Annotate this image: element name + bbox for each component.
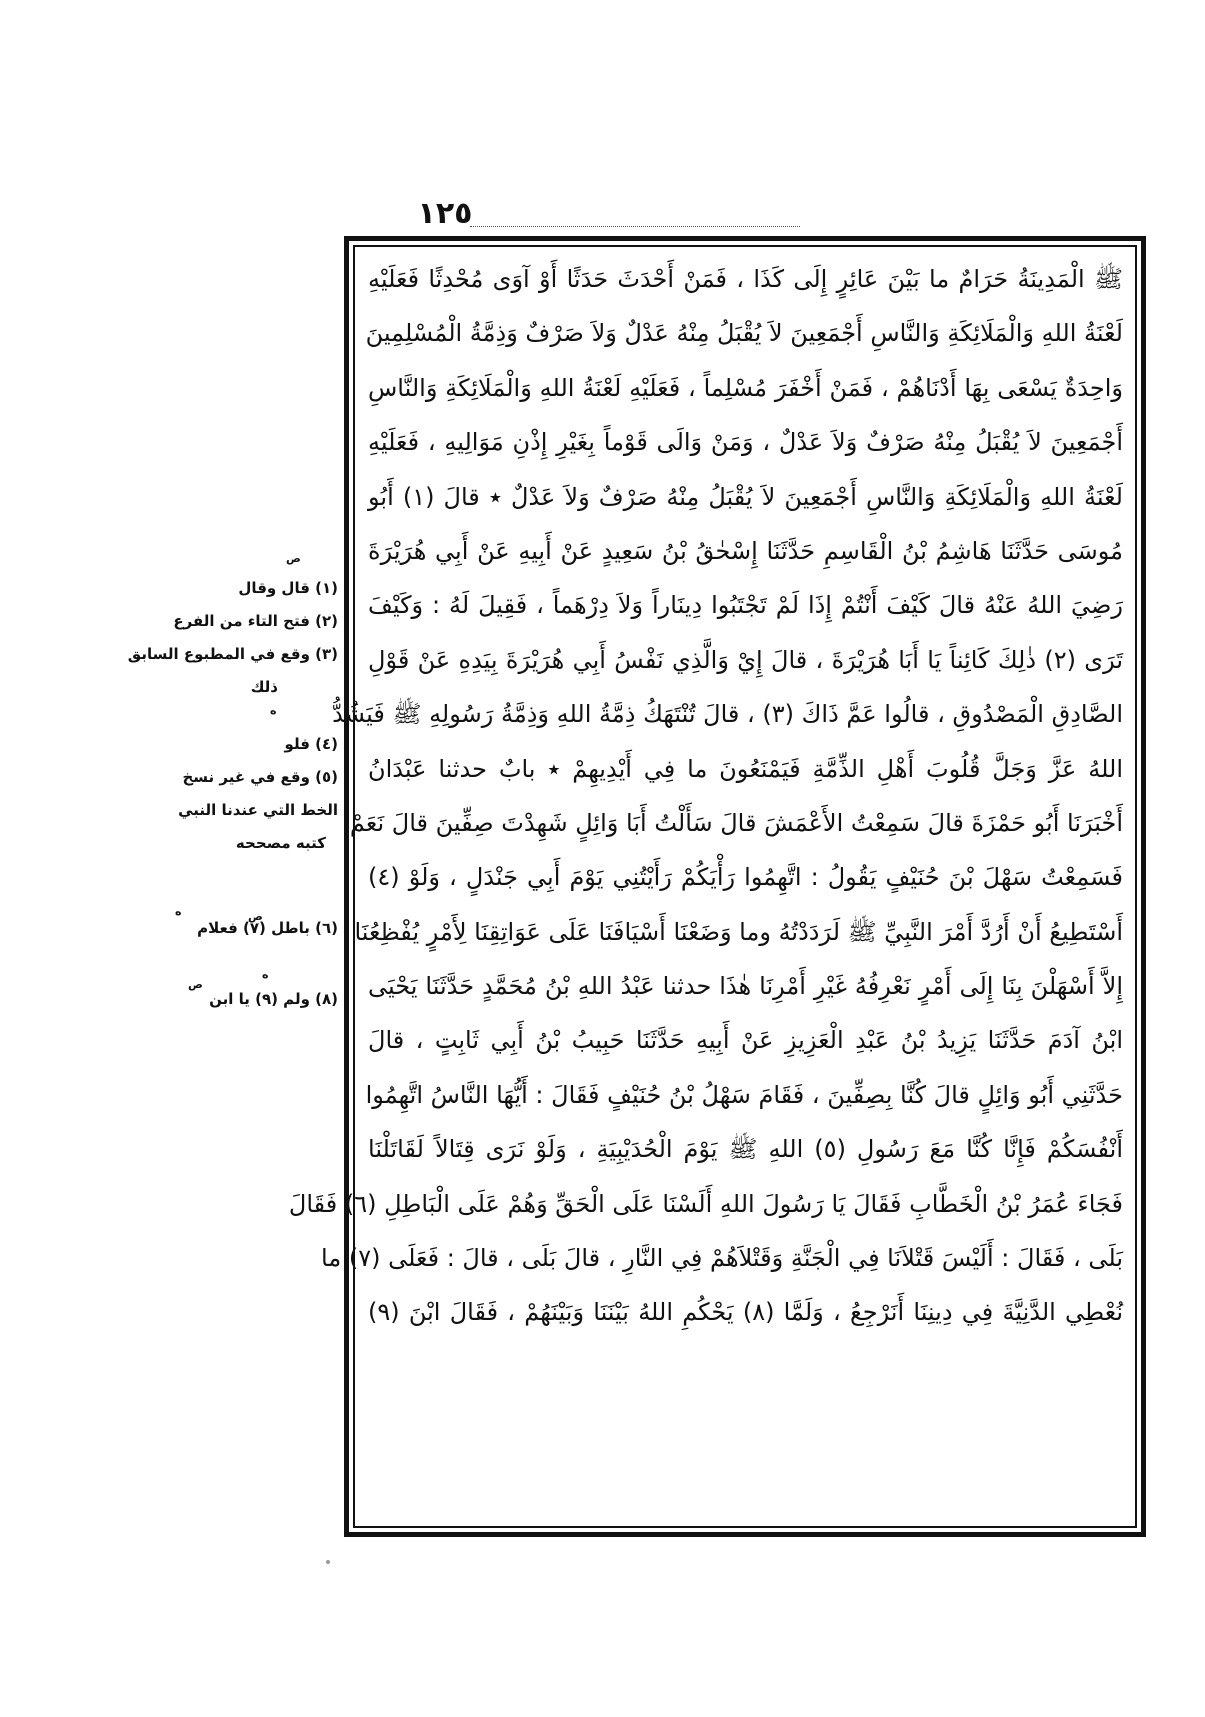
- scan-speck: [326, 1560, 330, 1564]
- text-line: نُعْطِي الدَّنِيَّةَ فِي دِينِنَا أَنَرْجِعُ ، وَلَمَّا (٨) يَحْكُمِ اللهُ بَيْنَنَا وَبَيْنَهُمْ ، فَقَالَ ابْنَ (٩): [368, 1298, 1124, 1327]
- footnote: (٨) ولم (٩) يا ابن: [209, 990, 338, 1008]
- footnote: (٥) وقع في غير نسخ: [182, 768, 338, 786]
- footnote-continuation: ذلك: [250, 678, 278, 696]
- footnotes-column: [127, 572, 338, 1016]
- footnote: (١) قال وقال: [238, 579, 338, 597]
- text-line: الصَّادِقِ الْمَصْدُوقِ ، قالُوا عَمَّ ذَاكَ (٣) ، قالَ تُنْتَهَكُ ذِمَّةُ اللهِ وَذِمَّةُ رَسُولِهِ ﷺ فَيَشُدُّ: [332, 700, 1123, 729]
- text-line: اللهُ عَزَّ وَجَلَّ قُلُوبَ أَهْلِ الذِّمَّةِ فَيَمْنَعُونَ ما فِي أَيْدِيهِمْ ٭ بابٌ حدثنا عَبْدَانُ: [368, 754, 1123, 783]
- text-line: لَعْنَةُ اللهِ وَالْمَلَائِكَةِ وَالنَّاسِ أَجْمَعِينَ لاَ يُقْبَلُ مِنْهُ صَرْفٌ وَلاَ عَدْلٌ ٭ قالَ (١) أَبُو: [368, 482, 1123, 511]
- page-number: ١٢٥: [417, 196, 473, 231]
- text-line: وَاحِدَةٌ يَسْعَى بِهَا أَدْنَاهُمْ ، فَمَنْ أَخْفَرَ مُسْلِماً ، فَعَلَيْهِ لَعْنَةُ اللهِ وَالْمَلَائِكَةِ وَالنَّاسِ: [368, 373, 1123, 402]
- text-line: بَلَى ، فَقَالَ : أَلَيْسَ قَتْلاَنَا فِي الْجَنَّةِ وَقَتْلاَهُمْ فِي النَّارِ ، قالَ بَلَى ، قالَ : فَعَلَى (٧) ما: [321, 1244, 1123, 1273]
- text-line: أَنْفُسَكُمْ فَإِنَّا كُنَّا مَعَ رَسُولِ (٥) اللهِ ﷺ يَوْمَ الْحُدَيْبِيَةِ ، وَلَوْ نَرَى قِتَالاً لَقَاتَلْنَا: [368, 1135, 1124, 1164]
- text-line: أَخْبَرَنَا أَبُو حَمْزَةَ قالَ سَمِعْتُ الأَعْمَشَ قالَ سَأَلْتُ أَبَا وَائِلٍ شَهِدْتَ صِفِّينَ قالَ نَعَمْ: [349, 808, 1123, 837]
- text-line: تَرَى (٢) ذٰلِكَ كَائِناً يَا أَبَا هُرَيْرَةَ ، قالَ إِيْ وَالَّذِي نَفْسُ أَبِي هُرَيْرَةَ بِيَدِهِ عَنْ قَوْلِ: [368, 645, 1124, 674]
- footnote-mark: ه: [175, 905, 182, 918]
- text-line: أَجْمَعِينَ لاَ يُقْبَلُ مِنْهُ صَرْفٌ وَلاَ عَدْلٌ ، وَمَنْ وَالَى قَوْماً بِغَيْرِ إِذْنِ مَوَالِيهِ ، فَعَلَيْهِ: [368, 428, 1123, 457]
- footnote-mark: ص: [248, 910, 263, 923]
- text-line: إِلاَّ أَسْهَلْنَ بِنَا إِلَى أَمْرٍ نَعْرِفُهُ غَيْرِ أَمْرِنَا هٰذَا حدثنا عَبْدُ اللهِ بْنُ مُحَمَّدٍ حَدَّثَنَا يَحْيَى: [368, 972, 1123, 1001]
- text-line: فَسَمِعْتُ سَهْلَ بْنَ حُنَيْفٍ يَقُولُ : اتَّهِمُوا رَأْيَكُمْ رَأَيْتُنِي يَوْمَ أَبِي جَنْدَلٍ ، وَلَوْ (٤): [368, 863, 1123, 892]
- footnote: (٦) باطل (٧) فعلام: [197, 919, 338, 937]
- text-line: حَدَّثَنِي أَبُو وَائِلٍ قالَ كُنَّا بِصِفِّينَ ، فَقَامَ سَهْلُ بْنُ حُنَيْفٍ فَقَالَ : أَيُّهَا النَّاسُ اتَّهِمُوا: [365, 1080, 1123, 1109]
- header-rule: [470, 226, 800, 227]
- text-line: ابْنُ آدَمَ حَدَّثَنَا يَزِيدُ بْنُ عَبْدِ الْعَزِيزِ عَنْ أَبِيهِ حَدَّثَنَا حَبِيبُ بْنُ أَبِي ثَابِتٍ ، قالَ: [368, 1026, 1123, 1055]
- footnote-mark: ه: [262, 968, 269, 981]
- footnote-signature: كتبه مصححه: [235, 834, 326, 852]
- text-line: أَسْتَطِيعُ أَنْ أَرُدَّ أَمْرَ النَّبِيِّ ﷺ لَرَدَدْتُهُ وما وَضَعْنَا أَسْيَافَنَا عَلَى عَوَاتِقِنَا لِأَمْرٍ يُفْظِعُنَا: [354, 917, 1123, 946]
- text-line: فَجَاءَ عُمَرُ بْنُ الْخَطَّابِ فَقَالَ يَا رَسُولَ اللهِ أَلَسْنَا عَلَى الْحَقِّ وَهُمْ عَلَى الْبَاطِلِ (٦) فَقَالَ: [288, 1189, 1123, 1218]
- footnote-mark: ه: [270, 704, 277, 717]
- footnote-mark: ص: [286, 552, 301, 565]
- footnote: (٤) فلو: [284, 735, 338, 753]
- text-line: لَعْنَةُ اللهِ وَالْمَلَائِكَةِ وَالنَّاسِ أَجْمَعِينَ لاَ يُقْبَلُ مِنْهُ عَدْلٌ وَلاَ صَرْفٌ وَذِمَّةُ الْمُسْلِمِينَ: [365, 319, 1123, 348]
- footnote-mark: ص: [188, 978, 203, 991]
- text-line: ﷺ الْمَدِينَةُ حَرَامٌ ما بَيْنَ عَائِرٍ إِلَى كَذَا ، فَمَنْ أَحْدَثَ حَدَثًا أَوْ آوَى مُحْدِثًا فَعَلَيْهِ: [368, 265, 1123, 293]
- footnote: (٣) وقع في المطبوع السابق: [127, 645, 338, 663]
- footnote-continuation: الخط التي عندنا النبي: [178, 801, 338, 819]
- text-line: مُوسَى حَدَّثَنَا هَاشِمُ بْنُ الْقَاسِمِ حَدَّثَنَا إِسْحٰقُ بْنُ سَعِيدٍ عَنْ أَبِيهِ عَنْ أَبِي هُرَيْرَةَ: [368, 536, 1123, 565]
- footnote: (٢) فتح التاء من الفرع: [173, 612, 338, 630]
- text-line: رَضِيَ اللهُ عَنْهُ قالَ كَيْفَ أَنْتُمْ إِذَا لَمْ تَجْتَبُوا دِينَاراً وَلاَ دِرْهَماً ، فَقِيلَ لَهُ : وَكَيْفَ: [368, 591, 1123, 620]
